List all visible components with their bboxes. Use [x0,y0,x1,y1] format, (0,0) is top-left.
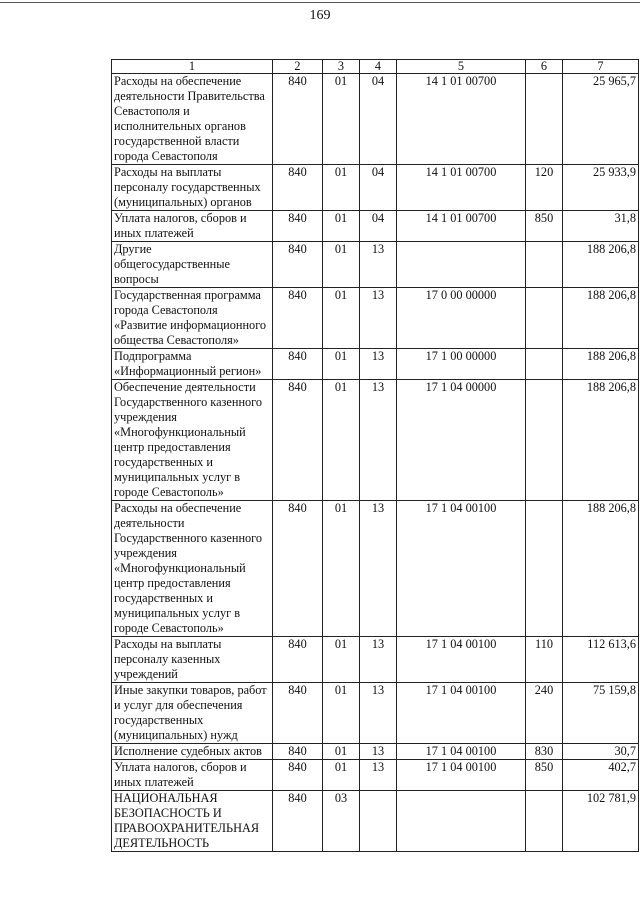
expense-type-cell: 830 [526,744,563,760]
section-code-cell: 01 [323,165,360,211]
gov-code-cell: 840 [273,501,323,637]
section-code-cell: 01 [323,74,360,165]
subsection-code-cell: 13 [360,349,397,380]
expense-type-cell [526,791,563,852]
section-code-cell: 01 [323,744,360,760]
expense-type-cell [526,380,563,501]
table-row [112,637,639,683]
table-row [112,791,639,852]
item-name-cell: Государственная программа города Севастополя «Развитие информационного общества Севастополя» [112,288,273,349]
page-top-rule [0,2,640,3]
table-row [112,165,639,211]
header-cell: 4 [360,60,397,74]
target-article-cell: 14 1 01 00700 [397,165,526,211]
amount-cell: 402,7 [563,760,639,791]
table-row [112,380,639,501]
gov-code-cell: 840 [273,211,323,242]
expense-type-cell [526,242,563,288]
amount-cell: 31,8 [563,211,639,242]
item-name-cell: Расходы на выплаты персоналу казенных учреждений [112,637,273,683]
item-name-cell: Обеспечение деятельности Государственного казенного учреждения «Многофункциональный центр предоставления государственных и муниципальных услуг в городе Севастополь» [112,380,273,501]
table-row [112,760,639,791]
amount-cell: 25 933,9 [563,165,639,211]
item-name-cell: Подпрограмма «Информационный регион» [112,349,273,380]
section-code-cell: 01 [323,683,360,744]
subsection-code-cell: 04 [360,211,397,242]
amount-cell: 188 206,8 [563,501,639,637]
section-code-cell: 01 [323,501,360,637]
header-cell: 5 [397,60,526,74]
expense-type-cell: 850 [526,211,563,242]
amount-cell: 188 206,8 [563,288,639,349]
header-cell: 1 [112,60,273,74]
section-code-cell: 01 [323,380,360,501]
gov-code-cell: 840 [273,380,323,501]
table-row [112,288,639,349]
subsection-code-cell: 13 [360,683,397,744]
gov-code-cell: 840 [273,744,323,760]
amount-cell: 25 965,7 [563,74,639,165]
table-row [112,349,639,380]
target-article-cell: 14 1 01 00700 [397,211,526,242]
expense-type-cell: 120 [526,165,563,211]
subsection-code-cell: 13 [360,288,397,349]
item-name-cell: Расходы на обеспечение деятельности Правительства Севастополя и исполнительных органов государственной власти города Севастополя [112,74,273,165]
item-name-cell: Другие общегосударственные вопросы [112,242,273,288]
section-code-cell: 03 [323,791,360,852]
subsection-code-cell: 13 [360,242,397,288]
gov-code-cell: 840 [273,791,323,852]
amount-cell: 30,7 [563,744,639,760]
header-cell: 6 [526,60,563,74]
header-cell: 2 [273,60,323,74]
table-body [112,74,639,852]
amount-cell: 102 781,9 [563,791,639,852]
target-article-cell: 17 1 04 00100 [397,744,526,760]
section-code-cell: 01 [323,637,360,683]
target-article-cell [397,242,526,288]
table-row [112,501,639,637]
gov-code-cell: 840 [273,637,323,683]
subsection-code-cell: 04 [360,74,397,165]
gov-code-cell: 840 [273,760,323,791]
expense-type-cell [526,288,563,349]
section-code-cell: 01 [323,349,360,380]
expense-type-cell: 110 [526,637,563,683]
table-row [112,744,639,760]
expense-type-cell [526,74,563,165]
gov-code-cell: 840 [273,242,323,288]
gov-code-cell: 840 [273,683,323,744]
page-number: 169 [309,8,331,23]
budget-table [111,59,639,852]
expense-type-cell [526,349,563,380]
expense-type-cell: 240 [526,683,563,744]
section-code-cell: 01 [323,760,360,791]
table-row [112,683,639,744]
target-article-cell: 17 1 04 00100 [397,683,526,744]
subsection-code-cell [360,791,397,852]
gov-code-cell: 840 [273,74,323,165]
target-article-cell: 17 1 04 00000 [397,380,526,501]
section-code-cell: 01 [323,242,360,288]
table-row [112,74,639,165]
subsection-code-cell: 13 [360,744,397,760]
section-code-cell: 01 [323,211,360,242]
amount-cell: 188 206,8 [563,242,639,288]
item-name-cell: Уплата налогов, сборов и иных платежей [112,211,273,242]
item-name-cell: Исполнение судебных актов [112,744,273,760]
item-name-cell: Уплата налогов, сборов и иных платежей [112,760,273,791]
amount-cell: 75 159,8 [563,683,639,744]
item-name-cell: Иные закупки товаров, работ и услуг для обеспечения государственных (муниципальных) нужд [112,683,273,744]
target-article-cell: 17 1 04 00100 [397,637,526,683]
subsection-code-cell: 13 [360,380,397,501]
target-article-cell: 17 1 00 00000 [397,349,526,380]
subsection-code-cell: 04 [360,165,397,211]
gov-code-cell: 840 [273,349,323,380]
item-name-cell: Расходы на обеспечение деятельности Государственного казенного учреждения «Многофункциональный центр предоставления государственных и муниципальных услуг в городе Севастополь» [112,501,273,637]
table-row [112,242,639,288]
header-cell: 7 [563,60,639,74]
subsection-code-cell: 13 [360,501,397,637]
amount-cell: 188 206,8 [563,380,639,501]
expense-type-cell: 850 [526,760,563,791]
item-name-cell: Расходы на выплаты персоналу государственных (муниципальных) органов [112,165,273,211]
header-cell: 3 [323,60,360,74]
item-name-cell: НАЦИОНАЛЬНАЯ БЕЗОПАСНОСТЬ И ПРАВООХРАНИТЕЛЬНАЯ ДЕЯТЕЛЬНОСТЬ [112,791,273,852]
target-article-cell: 17 0 00 00000 [397,288,526,349]
target-article-cell [397,791,526,852]
target-article-cell: 14 1 01 00700 [397,74,526,165]
amount-cell: 112 613,6 [563,637,639,683]
gov-code-cell: 840 [273,288,323,349]
table-row [112,211,639,242]
target-article-cell: 17 1 04 00100 [397,501,526,637]
expense-type-cell [526,501,563,637]
gov-code-cell: 840 [273,165,323,211]
target-article-cell: 17 1 04 00100 [397,760,526,791]
header-row [112,60,639,74]
amount-cell: 188 206,8 [563,349,639,380]
section-code-cell: 01 [323,288,360,349]
subsection-code-cell: 13 [360,637,397,683]
subsection-code-cell: 13 [360,760,397,791]
